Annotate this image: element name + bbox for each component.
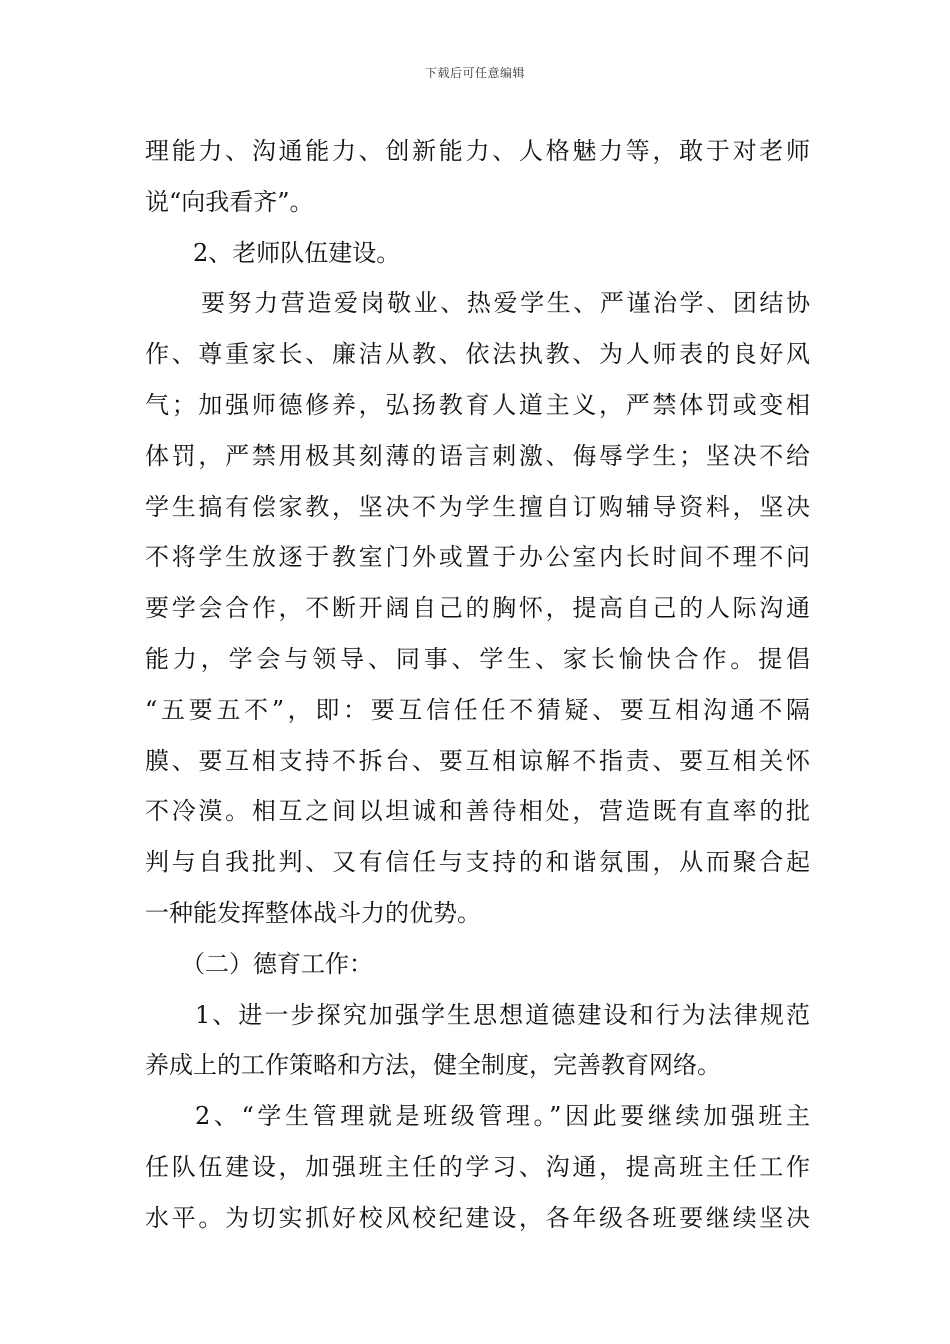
paragraph-line: 一种能发挥整体战斗力的优势。 — [145, 898, 481, 927]
paragraph-line: 要学会合作，不断开阔自己的胸怀，提高自己的人际沟通 — [145, 594, 810, 623]
paragraph-line: 要努力营造爱岗敬业、热爱学生、严谨治学、团结协 — [201, 289, 810, 318]
paragraph-line: 养成上的工作策略和方法，健全制度，完善教育网络。 — [145, 1051, 721, 1080]
paragraph-line: 判与自我批判、又有信任与支持的和谐氛围，从而聚合起 — [145, 848, 810, 877]
paragraph-line: 体罚，严禁用极其刻薄的语言刺激、侮辱学生；坚决不给 — [145, 441, 810, 470]
paragraph-line: 学生搞有偿家教，坚决不为学生擅自订购辅导资料，坚决 — [145, 492, 810, 521]
section-heading: 2、老师队伍建设。 — [193, 238, 401, 267]
paragraph-line: 气；加强师德修养，弘扬教育人道主义，严禁体罚或变相 — [145, 390, 810, 419]
paragraph-line: 理能力、沟通能力、创新能力、人格魅力等，敢于对老师 — [145, 137, 810, 165]
paragraph-line: 不冷漠。相互之间以坦诚和善待相处，营造既有直率的批 — [145, 797, 810, 826]
paragraph-line: 不将学生放逐于教室门外或置于办公室内长时间不理不问 — [145, 543, 810, 572]
paragraph-line: 膜、要互相支持不拆台、要互相谅解不指责、要互相关怀 — [145, 746, 810, 775]
paragraph-line: 作、尊重家长、廉洁从教、依法执教、为人师表的良好风 — [145, 340, 810, 369]
section-heading: （二）德育工作： — [181, 949, 373, 978]
paragraph-line: 能力，学会与领导、同事、学生、家长愉快合作。提倡 — [145, 644, 810, 673]
document-body — [145, 126, 810, 1244]
paragraph-line: 2、“学生管理就是班级管理。”因此要继续加强班主 — [195, 1102, 810, 1131]
paragraph-line: 说“向我看齐”。 — [145, 187, 314, 216]
page-header: 下载后可任意编辑 — [424, 66, 525, 80]
paragraph-line: 水平。为切实抓好校风校纪建设，各年级各班要继续坚决 — [145, 1203, 810, 1232]
paragraph-line: “五要五不”，即：要互信任任不猜疑、要互相沟通不隔 — [145, 695, 810, 724]
paragraph-line: 任队伍建设，加强班主任的学习、沟通，提高班主任工作 — [145, 1152, 810, 1181]
paragraph-line: 1、进一步探究加强学生思想道德建设和行为法律规范 — [195, 1000, 810, 1029]
